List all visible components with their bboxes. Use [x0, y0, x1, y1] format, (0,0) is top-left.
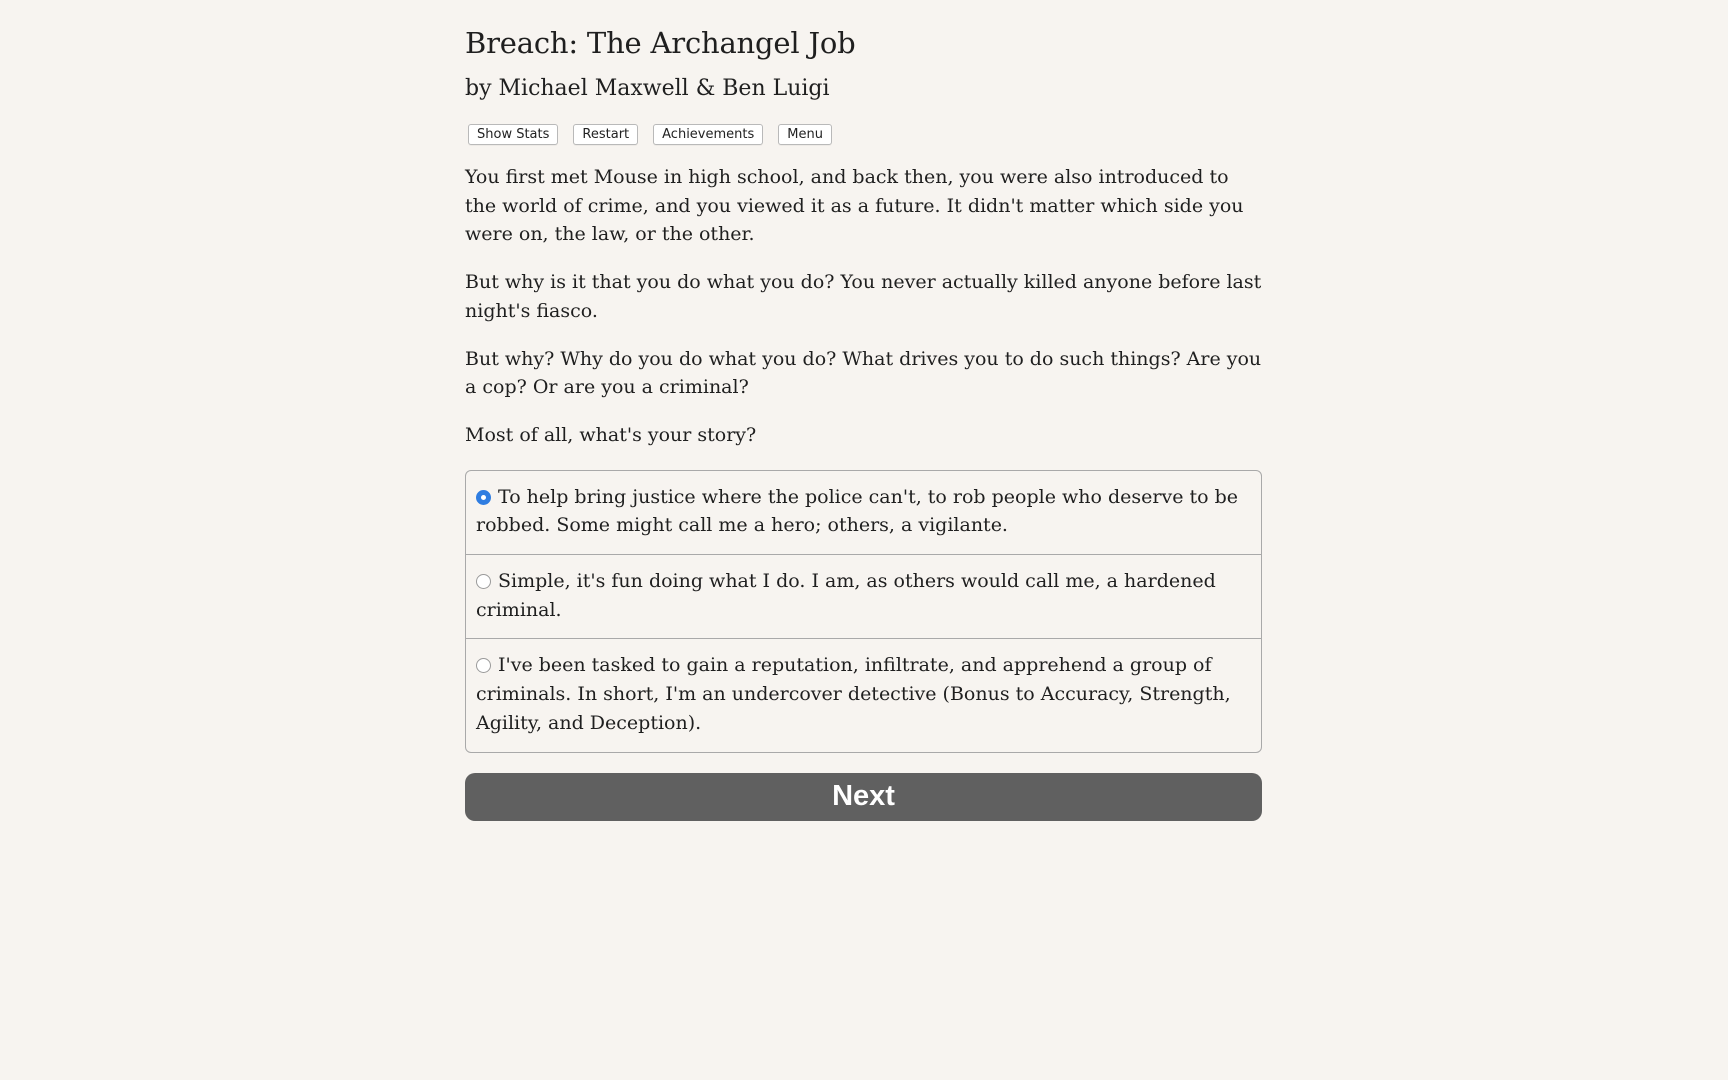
menu-button[interactable]: Menu [778, 124, 832, 145]
next-button[interactable]: Next [465, 773, 1262, 821]
choice-option-criminal[interactable] [466, 554, 1261, 638]
game-title: Breach: The Archangel Job [465, 26, 856, 60]
restart-button[interactable]: Restart [573, 124, 638, 145]
choice-label: I've been tasked to gain a reputation, infiltrate, and apprehend a group of criminals. In short, I'm an undercover detective (Bonus to Accuracy, Strength, Agility, and Deception). [476, 654, 1231, 734]
choice-label: To help bring justice where the police can't, to rob people who deserve to be robbed. Some might call me a hero; others, a vigilante. [476, 485, 1239, 537]
story-paragraph: But why is it that you do what you do? You never actually killed anyone before last night's fiasco. [465, 271, 1262, 322]
choice-option-vigilante[interactable] [466, 471, 1261, 554]
choice-list [465, 470, 1262, 753]
choice-label: Simple, it's fun doing what I do. I am, as others would call me, a hardened criminal. [476, 570, 1216, 621]
story-paragraph: But why? Why do you do what you do? What drives you to do such things? Are you a cop? Or are you a criminal? [465, 347, 1262, 399]
toolbar [465, 124, 1262, 145]
story-prompt: Most of all, what's your story? [465, 423, 757, 446]
story-text [465, 163, 1262, 450]
story-paragraph: You first met Mouse in high school, and back then, you were also introduced to the world of crime, and you viewed it as a future. It didn't matter which side you were on, the law, or the other. [465, 166, 1244, 246]
show-stats-button[interactable]: Show Stats [468, 124, 558, 145]
radio-button[interactable] [476, 574, 491, 589]
achievements-button[interactable]: Achievements [653, 124, 763, 145]
game-page [465, 0, 1262, 821]
radio-button-selected[interactable] [476, 490, 491, 505]
radio-button[interactable] [476, 658, 491, 673]
choice-option-detective[interactable] [466, 638, 1261, 751]
game-author: by Michael Maxwell & Ben Luigi [465, 76, 830, 101]
